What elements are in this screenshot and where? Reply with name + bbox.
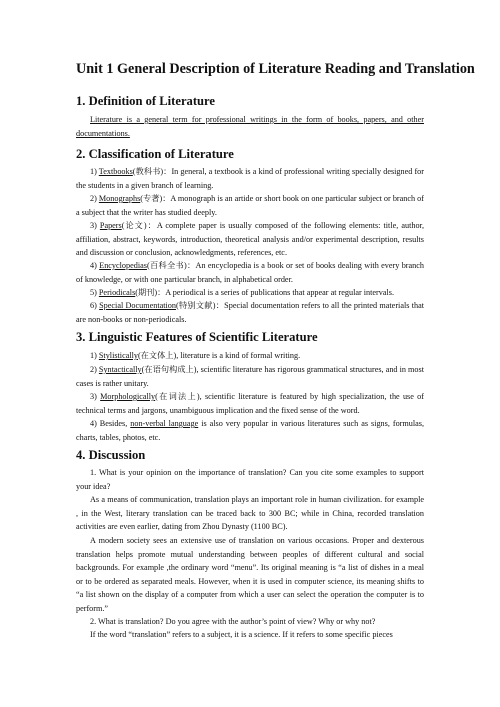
classification-item-encyclopedias bbox=[76, 259, 424, 286]
item-number: 3) bbox=[90, 221, 100, 230]
feature-item-non-verbal bbox=[76, 417, 424, 444]
item-chinese-term: (百科全书)： bbox=[146, 261, 196, 270]
item-number: 4) bbox=[90, 261, 100, 270]
item-text: A complete paper is usually composed of the following elements: title, author, affiliation, abstract, keywords, introduction, theoretical analysis and/or experimental description, results and discussion or conclusion, acknowledgments, references, etc. bbox=[76, 221, 424, 258]
item-chinese-term: (在词法上) bbox=[155, 392, 200, 401]
item-number: 3) bbox=[90, 392, 101, 401]
item-text: , literature is a kind of formal writing. bbox=[176, 351, 301, 360]
classification-item-periodicals bbox=[76, 286, 424, 300]
classification-item-special-documentation bbox=[76, 299, 424, 326]
item-number: 6) bbox=[90, 301, 100, 310]
item-chinese-term: (在文体上) bbox=[138, 351, 177, 360]
page-title: Unit 1 General Description of Literature Reading and Translation bbox=[76, 61, 475, 77]
item-term: Encyclopedias bbox=[99, 261, 147, 270]
item-term: Syntactically bbox=[98, 365, 142, 374]
definition-paragraph bbox=[76, 113, 424, 140]
item-number: 1) bbox=[90, 351, 99, 360]
classification-item-monographs bbox=[76, 192, 424, 219]
item-number: 1) bbox=[90, 167, 99, 176]
feature-item-morphologically bbox=[76, 390, 424, 417]
item-term: Special Documentation bbox=[99, 301, 176, 310]
item-term: Monographs bbox=[98, 194, 141, 203]
discussion-answer-2: If the word “translation” refers to a subject, it is a science. If it refers to some specific pieces bbox=[90, 630, 393, 639]
item-term: Morphologically bbox=[100, 392, 156, 401]
item-text: Special documentation refers to all the printed materials that are non-books or non-periodicals. bbox=[76, 301, 424, 324]
item-term: Papers bbox=[99, 221, 122, 230]
discussion-question-2: 2. What is translation? Do you agree with the author’s point of view? Why or why not? bbox=[90, 617, 376, 626]
section-2-heading: 2. Classification of Literature bbox=[76, 147, 234, 161]
item-term: Stylistically bbox=[98, 351, 138, 360]
discussion-answer-1b: A modern society sees an extensive use of translation on various occasions. Proper and dexterous translation helps promote mutual understanding between peoples of different cultural and social backgrounds. For example ,the ordinary word “menu”. Its original meaning is “a list of dishes in a meal or to be ordered as separated meals. However, when it is used in computer science, its meaning shifts to “a list shown on the display of a computer from which a user can select the operation the computer is to perform.” bbox=[76, 536, 424, 613]
item-chinese-term: (特别文献)： bbox=[176, 301, 225, 310]
item-text: A monograph is an artide or short book on one particular subject or branch of a subject that the writer has studied deeply. bbox=[76, 194, 424, 217]
discussion-answer-1a: As a means of communication, translation plays an important role in human civilization. for example , in the West, literary translation can be traced back to 300 BC; while in China, recorded translation activities are even earlier, dating from Zhou Dynasty (1100 BC). bbox=[76, 495, 424, 532]
item-text: is also very popular in various literatures such as signs, formulas, charts, tables, photos, etc. bbox=[76, 419, 424, 442]
item-chinese-term: (在语句构成上) bbox=[141, 365, 197, 374]
item-text: , scientific literature has rigorous grammatical structures, and in most cases is rather unitary. bbox=[76, 365, 424, 388]
feature-item-syntactically bbox=[76, 363, 424, 390]
definition-text: Literature is a general term for professional writings in the form of books, papers, and other documentations. bbox=[76, 115, 424, 138]
item-chinese-term: (论文)： bbox=[121, 221, 157, 230]
item-term: non-verbal language bbox=[130, 419, 199, 428]
item-number: 2) bbox=[90, 194, 99, 203]
classification-item-textbooks bbox=[76, 165, 424, 192]
item-text: In general, a textbook is a kind of professional writing specially designed for the students in a given branch of learning. bbox=[76, 167, 424, 190]
item-text: An encyclopedia is a book or set of books dealing with every branch of knowledge, or with one particular branch, in alphabetical order. bbox=[76, 261, 424, 284]
discussion-question-1: 1. What is your opinion on the importance of translation? Can you cite some examples to support your idea? bbox=[76, 468, 424, 491]
item-prefix: 4) Besides, bbox=[90, 419, 131, 428]
item-text: , scientific literature is featured by high specialization, the use of technical terms and jargons, unambiguous implication and the fixed sense of the word. bbox=[76, 392, 424, 415]
item-chinese-term: (专著)： bbox=[140, 194, 171, 203]
classification-item-papers bbox=[76, 219, 424, 260]
item-text: A periodical is a series of publications that appear at regular intervals. bbox=[165, 288, 394, 297]
section-4-heading: 4. Discussion bbox=[76, 448, 146, 462]
item-chinese-term: (教科书)： bbox=[132, 167, 172, 176]
item-chinese-term: (期刊)： bbox=[135, 288, 166, 297]
section-1-heading: 1. Definition of Literature bbox=[76, 94, 215, 108]
item-number: 5) bbox=[90, 288, 99, 297]
section-3-heading: 3. Linguistic Features of Scientific Literature bbox=[76, 330, 318, 344]
item-term: Textbooks bbox=[98, 167, 133, 176]
item-number: 2) bbox=[90, 365, 99, 374]
item-term: Periodicals bbox=[98, 288, 136, 297]
feature-item-stylistically bbox=[76, 349, 424, 363]
